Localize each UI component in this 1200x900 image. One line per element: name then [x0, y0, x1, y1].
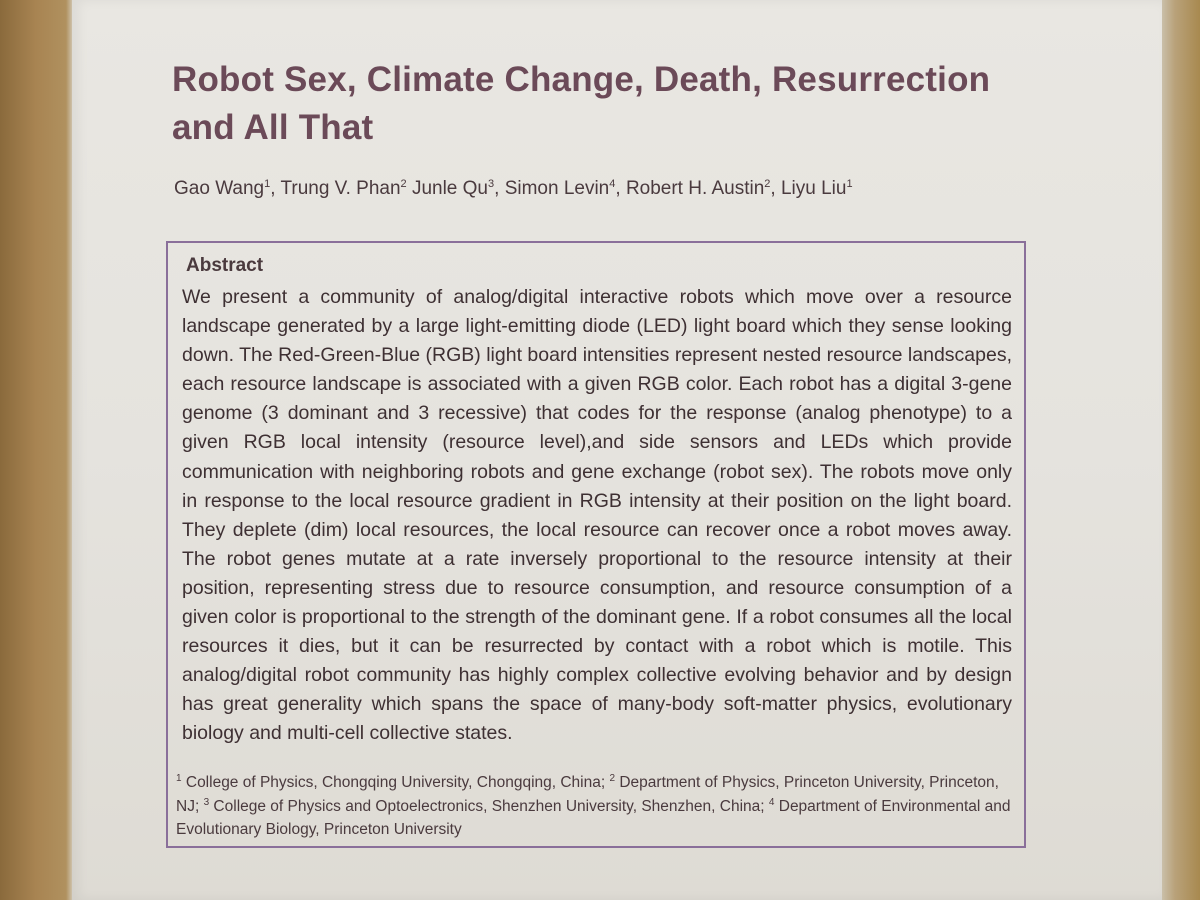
abstract-box	[166, 241, 1026, 848]
author-separator: ,	[270, 178, 281, 199]
author-separator: ,	[494, 178, 505, 199]
affiliations-footnote	[176, 771, 1022, 842]
author-separator: ,	[615, 178, 626, 199]
author-affiliation-mark: 2	[400, 178, 407, 190]
paper-title: Robot Sex, Climate Change, Death, Resurrection and All That	[172, 60, 991, 147]
author-separator: ,	[770, 178, 781, 199]
author-list	[174, 178, 1074, 200]
author-affiliation-mark: 4	[609, 178, 616, 190]
author-affiliation-mark: 1	[264, 178, 271, 190]
affiliation-text: Department of Physics, Princeton University, Princeton, NJ;	[176, 774, 999, 815]
author-affiliation-mark: 2	[764, 178, 771, 190]
affiliation-mark: 4	[768, 796, 775, 808]
affiliation-text: College of Physics, Chongqing University, Chongqing, China;	[181, 774, 610, 791]
abstract-heading: Abstract	[186, 255, 264, 276]
affiliation-text: College of Physics and Optoelectronics, Shenzhen University, Shenzhen, China;	[209, 797, 769, 815]
author-name: Simon Levin	[504, 178, 610, 199]
affiliation-mark: 1	[176, 773, 182, 784]
author-name: Robert H. Austin	[625, 178, 765, 199]
author-name: Gao Wang	[174, 178, 265, 199]
background-edge	[1158, 0, 1200, 900]
affiliation-text: Department of Environmental and Evolutionary Biology, Princeton University	[176, 797, 1011, 838]
author-name: Liyu Liu	[780, 178, 847, 199]
author-name: Junle Qu	[411, 178, 488, 199]
author-affiliation-mark: 1	[846, 178, 853, 190]
affiliation-mark: 2	[609, 773, 616, 784]
author-name: Trung V. Phan	[280, 178, 401, 199]
affiliation-mark: 3	[203, 796, 210, 808]
author-affiliation-mark: 3	[488, 178, 495, 190]
abstract-text: We present a community of analog/digital interactive robots which move over a resource landscape generated by a large light-emitting diode (LED) light board which they sense looking down. The Red-Green-Blue (RGB) light board intensities represent nested resource landscapes, each resource landscape is associated with a given RGB color. Each robot has a digital 3-gene genome (3 dominant and 3 recessive) that codes for the response (analog phenotype) to a given RGB local intensity (resource level),and side sensors and LEDs which provide communication with neighboring robots and gene exchange (robot sex). The robots move only in response to the local resource gradient in RGB intensity at their position on the light board. They deplete (dim) local resources, the local resource can recover once a robot moves away. The robot genes mutate at a rate inversely proportional to the resource intensity at their position, representing stress due to resource consumption, and resource consumption of a given color is proportional to the strength of the dominant gene. If a robot consumes all the local resources it dies, but it can be resurrected by contact with a robot which is motile. This analog/digital robot community has highly complex collective evolving behavior and by design has great generality which spans the space of many-body soft-matter physics, evolutionary biology and multi-cell collective states.	[182, 286, 1012, 745]
